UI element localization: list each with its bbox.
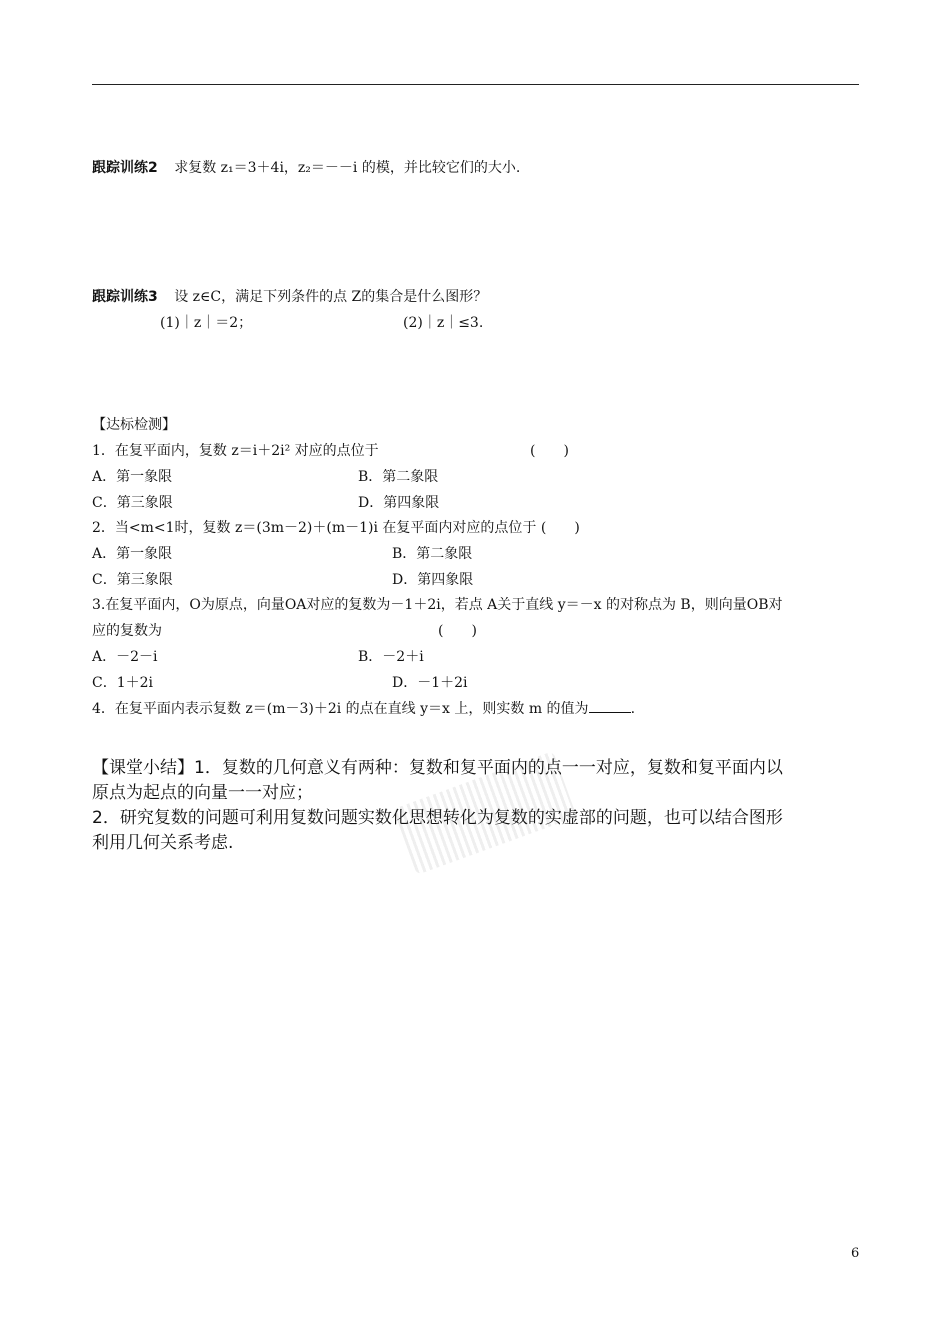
q3-stem-line1: 3.在复平面内，O为原点，向量OA对应的复数为－1＋2i，若点 A关于直线 y＝－x 的对称点为 B，则向量OB对 (92, 597, 783, 613)
q2-option-a: A．第一象限 (92, 546, 173, 562)
q3-stem-line2: 应的复数为 (92, 623, 162, 639)
track2-label: 跟踪训练2 (92, 160, 158, 176)
q1-paren: ( ) (530, 443, 569, 459)
page-number: 6 (851, 1246, 860, 1261)
check-heading: 【达标检测】 (92, 417, 176, 433)
q3-option-b: B．－2＋i (358, 649, 424, 665)
summary-line2: 原点为起点的向量一一对应； (92, 783, 313, 803)
q1-stem: 1．在复平面内，复数 z＝i＋2i² 对应的点位于 (92, 443, 379, 459)
summary-line1: 【课堂小结】1．复数的几何意义有两种：复数和复平面内的点一一对应，复数和复平面内以 (92, 758, 783, 778)
q3-paren: ( ) (438, 623, 477, 639)
q4-stem: 4．在复平面内表示复数 z＝(m－3)＋2i 的点在直线 y＝x 上，则实数 m 的值为 (92, 701, 589, 717)
q3-option-c: C．1＋2i (92, 675, 154, 691)
q2-stem: 2．当<m<1时，复数 z＝(3m－2)＋(m－1)i 在复平面内对应的点位于 ( ) (92, 520, 580, 536)
track2-line (92, 160, 520, 177)
q4-line (92, 700, 635, 718)
q1-option-a: A．第一象限 (92, 469, 173, 485)
q1-option-b: B．第二象限 (358, 469, 439, 485)
q4-end: . (630, 701, 636, 717)
q2-option-b: B．第二象限 (392, 546, 473, 562)
summary-line3: 2．研究复数的问题可利用复数问题实数化思想转化为复数的实虚部的问题，也可以结合图形 (92, 808, 783, 828)
track3-sub1: (1)｜z｜＝2； (160, 315, 253, 331)
q2-option-c: C．第三象限 (92, 572, 173, 588)
q3-option-d: D．－1＋2i (392, 675, 468, 691)
q2-option-d: D．第四象限 (392, 572, 474, 588)
q3-option-a: A．－2－i (92, 649, 158, 665)
track3-sub2: (2)｜z｜≤3. (403, 315, 484, 331)
q4-blank (589, 700, 631, 713)
track3-text: 设 z∈C，满足下列条件的点 Z的集合是什么图形？ (174, 289, 488, 305)
track2-text: 求复数 z₁＝3＋4i，z₂＝－－i 的模，并比较它们的大小. (174, 160, 521, 176)
track3-line (92, 289, 487, 306)
summary-line4: 利用几何关系考虑. (92, 833, 234, 853)
q1-option-d: D．第四象限 (358, 495, 440, 511)
track3-label: 跟踪训练3 (92, 289, 158, 305)
q1-option-c: C．第三象限 (92, 495, 173, 511)
header-rule (92, 84, 859, 85)
